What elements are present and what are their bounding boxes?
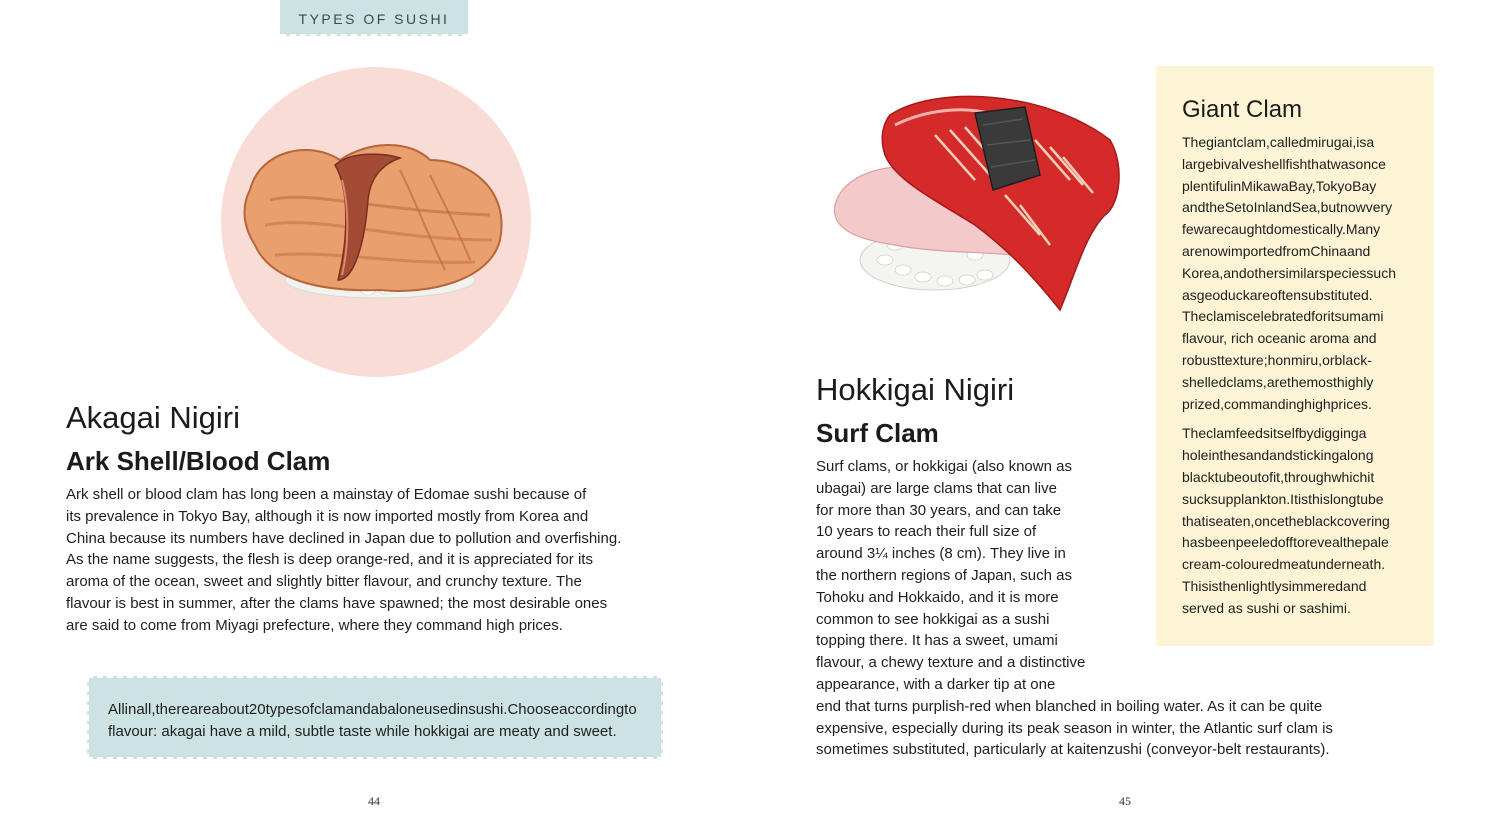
- text-line: the northern regions of Japan, such as: [816, 566, 1072, 584]
- text-line: appearance, with a darker tip at one: [816, 675, 1056, 693]
- sidebar-paragraph-1: [1182, 132, 1414, 415]
- sidebar-line: flavour, rich oceanic aroma and: [1182, 330, 1377, 347]
- sidebar-line: fewarecaughtdomestically.Many: [1182, 221, 1381, 238]
- tip-note-box: [87, 676, 663, 759]
- akagai-nigiri-illustration: [230, 130, 520, 310]
- sidebar-title: Giant Clam: [1182, 96, 1303, 123]
- sidebar-line: hasbeenpeeledofftorevealthepale: [1182, 534, 1389, 551]
- sidebar-line: served as sushi or sashimi.: [1182, 599, 1351, 616]
- text-line: are said to come from Miyagi prefecture, where they command high prices.: [66, 616, 563, 634]
- sidebar-line: largebivalveshellfishthatwasonce: [1182, 155, 1386, 172]
- giant-clam-sidebar: [1156, 66, 1434, 646]
- sidebar-line: sucksupplankton.Itisthislongtube: [1182, 490, 1384, 507]
- text-line: topping there. It has a sweet, umami: [816, 632, 1058, 650]
- text-line: Ark shell or blood clam has long been a mainstay of Edomae sushi because of: [66, 486, 587, 503]
- text-line: flavour, a chewy texture and a distinctive: [816, 654, 1086, 672]
- sidebar-line: thatiseaten,oncetheblackcovering: [1182, 512, 1390, 529]
- text-line: end that turns purplish-red when blanched in boiling water. As it can be quite: [816, 697, 1323, 715]
- text-line: for more than 30 years, and can take: [816, 501, 1062, 519]
- sidebar-line: prized,commandinghighprices.: [1182, 395, 1372, 412]
- sidebar-line: Theclamiscelebratedforitsumami: [1182, 308, 1384, 325]
- text-line: expensive, especially during its peak season in winter, the Atlantic surf clam is: [816, 719, 1333, 737]
- left-body-text: [66, 484, 621, 637]
- text-line: Tohoku and Hokkaido, and it is more: [816, 588, 1059, 606]
- sidebar-line: cream-colouredmeatunderneath.: [1182, 556, 1386, 573]
- sidebar-line: plentifulinMikawaBay,TokyoBay: [1182, 177, 1377, 194]
- hokkigai-nigiri-illustration: [825, 85, 1125, 320]
- sidebar-line: andtheSetoInlandSea,butnowvery: [1182, 199, 1393, 216]
- right-subtitle: Surf Clam: [816, 418, 939, 448]
- text-line: flavour is best in summer, after the clams have spawned; the most desirable ones: [66, 594, 608, 612]
- text-line: around 3¼ inches (8 cm). They live in: [816, 545, 1066, 563]
- sidebar-line: holeinthesandandstickingalong: [1182, 447, 1374, 464]
- text-line: sometimes substituted, particularly at kaitenzushi (conveyor-belt restaurants).: [816, 741, 1330, 759]
- page-number-right: 45: [1119, 794, 1131, 808]
- left-subtitle: Ark Shell/Blood Clam: [66, 446, 331, 476]
- sidebar-line: Theclamfeedsitselfbydigginga: [1182, 425, 1367, 442]
- sidebar-line: blacktubeoutofit,throughwhichit: [1182, 468, 1375, 485]
- left-title: Akagai Nigiri: [66, 400, 241, 435]
- text-line: China because its numbers have declined in Japan due to pollution and overfishing.: [66, 529, 622, 547]
- note-line: flavour: akagai have a mild, subtle taste while hokkigai are meaty and sweet.: [108, 723, 617, 740]
- note-line: Allinall,thereareabout20typesofclamandabaloneusedinsushi.Chooseaccordingto: [108, 701, 637, 718]
- sidebar-line: robusttexture;honmiru,orblack-: [1182, 351, 1372, 368]
- sidebar-line: Thegiantclam,calledmirugai,isa: [1182, 134, 1375, 150]
- text-line: As the name suggests, the flesh is deep orange-red, and it is appreciated for its: [66, 551, 593, 569]
- text-line: common to see hokkigai as a sushi: [816, 610, 1050, 628]
- text-line: aroma of the ocean, sweet and slightly bitter flavour, and crunchy texture. The: [66, 573, 582, 591]
- text-line: 10 years to reach their full size of: [816, 523, 1037, 541]
- text-line: its prevalence in Tokyo Bay, although it is now imported mostly from Korea and: [66, 507, 589, 525]
- page-number-left: 44: [368, 794, 380, 808]
- sidebar-line: asgeoduckareoftensubstituted.: [1182, 286, 1373, 303]
- text-line: Surf clams, or hokkigai (also known as: [816, 458, 1072, 475]
- sidebar-line: shelledclams,arethemosthighly: [1182, 373, 1374, 390]
- sidebar-line: arenowimportedfromChinaand: [1182, 242, 1371, 259]
- sidebar-paragraph-2: [1182, 423, 1414, 619]
- sidebar-line: Thisisthenlightlysimmeredand: [1182, 577, 1367, 594]
- sidebar-line: Korea,andothersimilarspeciessuch: [1182, 264, 1396, 281]
- right-title: Hokkigai Nigiri: [816, 372, 1015, 407]
- text-line: ubagai) are large clams that can live: [816, 479, 1057, 497]
- section-tag: TYPES OF SUSHI: [280, 0, 468, 36]
